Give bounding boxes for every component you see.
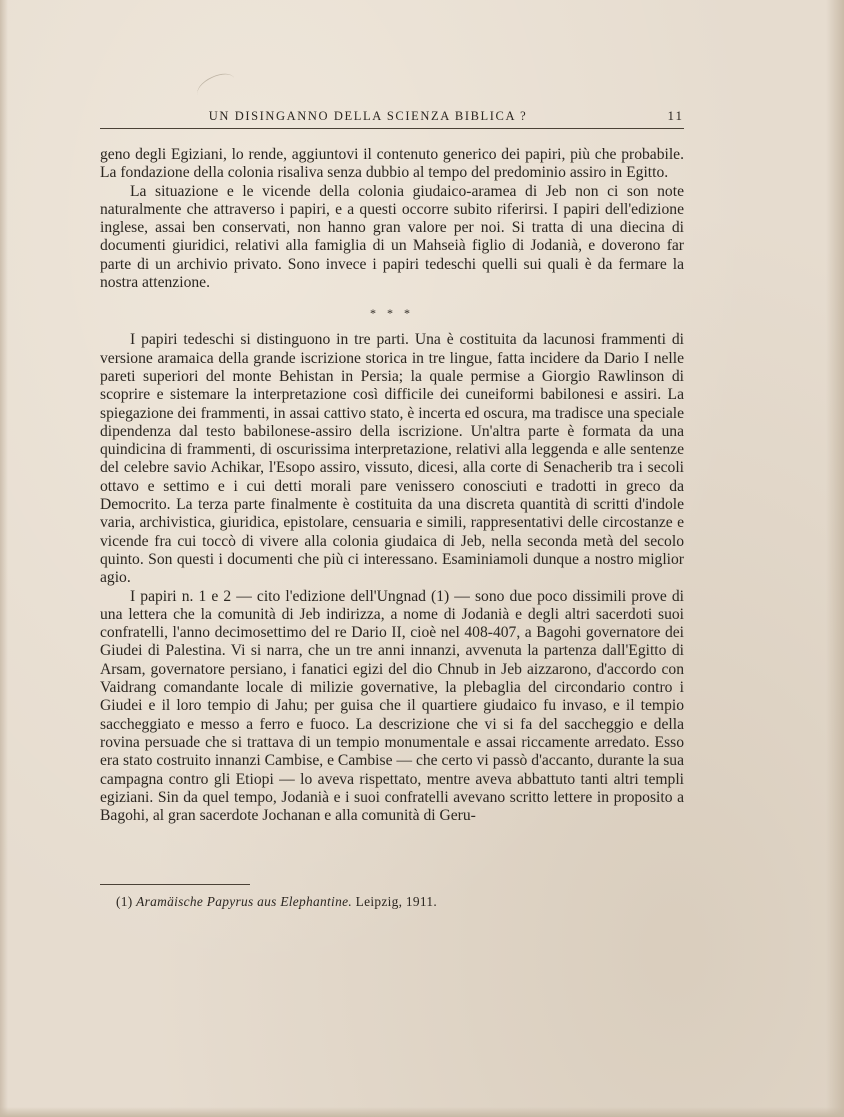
footnote xyxy=(116,893,676,911)
page-edge-left xyxy=(0,0,8,1117)
section-separator: * * * xyxy=(370,306,414,321)
running-title: UN DISINGANNO DELLA SCIENZA BIBLICA ? xyxy=(208,109,528,123)
body-text xyxy=(100,146,684,825)
paragraph-2: La situazione e le vicende della colonia giudaico-aramea di Jeb non ci son note naturalmente che attraverso i papiri, e a questi occorre subito riferirsi. I papiri dell'edizione inglese, assai ben conservati, non hanno gran valore per noi. Si tratta di una diecina di documenti giuridici, relativi alla famiglia di un Mahseià figlio di Jodanià, e doverono far parte di un archivio privato. Sono invece i papiri tedeschi quelli sui quali è da fermare la nostra attenzione. xyxy=(100,182,684,292)
footnote-rule xyxy=(100,884,250,885)
paper-mark xyxy=(193,69,238,105)
paragraph-3: I papiri tedeschi si distinguono in tre parti. Una è costituita da lacunosi frammenti di versione aramaica della grande iscrizione storica in tre lingue, fatta incidere da Dario I nelle pareti superiori del monte Behistan in Persia; la quale permise a Giorgio Rawlinson di scoprire e sistemare la interpretazione così difficile dei cuneiformi babilonesi e assiri. La spiegazione dei frammenti, in assai cattivo stato, è incerta ed oscura, ma tradisce una speciale dipendenza dal testo babilonese-assiro della iscrizione. Un'altra parte è formata da una quindicina di frammenti, di oscurissima interpretazione, relativi alla leggenda e alle sentenze del celebre savio Achikar, l'Esopo assiro, vissuto, dicesi, alla corte di Senacherib tra i secoli ottavo e settimo e i cui detti morali pare venissero conosciuti e tradotti in greco da Democrito. La terza parte finalmente è costituita da una discreta quantità di scritti d'indole varia, archivistica, giuridica, epistolare, censuaria e simili, rappresentativi delle circostanze e vicende fra cui toccò di vivere alla colonia giudaica di Jeb, nella seconda metà del secolo quinto. Son questi i documenti che più ci interessano. Esaminiamoli dunque a nostro miglior agio. xyxy=(100,331,684,587)
paragraph-4: I papiri n. 1 e 2 — cito l'edizione dell'Ungnad (1) — sono due poco dissimili prove di una lettera che la comunità di Jeb indirizza, a nome di Jodanià e degli altri sacerdoti suoi confratelli, l'anno decimosettimo del re Dario II, cioè nel 408-407, a Bagohi governatore dei Giudei di Palestina. Vi si narra, che un tre anni innanzi, avvenuta la partenza dall'Egitto di Arsam, governatore persiano, i fanatici egizi del dio Chnub in Jeb aizzarono, d'accordo con Vaidrang comandante locale di milizie governative, la plebaglia del circondario contro i Giudei e il loro tempio di Jahu; per guisa che il quartiere giudaico fu invaso, e il tempio saccheggiato e messo a ferro e fuoco. La descrizione che vi si fa del saccheggio e della rovina persuade che si trattava di un tempio monumentale e assai riccamente arredato. Esso era stato costruito innanzi Cambise, e Cambise — che certo vi passò d'accanto, durante la sua campagna contro gli Etiopi — lo aveva rispettato, mentre aveva abbattuto tanti altri templi egiziani. Sin da quel tempo, Jodanià e i suoi confratelli avevano scritto lettere in proposito a Bagohi, al gran sacerdote Jochanan e alla comunità di Geru- xyxy=(100,587,684,825)
page-edge-right xyxy=(826,0,844,1117)
footnote-citation: Leipzig, 1911. xyxy=(355,894,438,909)
page-edge-bottom xyxy=(0,1107,844,1117)
paragraph-1: geno degli Egiziani, lo rende, aggiuntovi il contenuto generico dei papiri, più che probabile. La fondazione della colonia risaliva senza dubbio al tempo del predominio assiro in Egitto. xyxy=(100,146,684,182)
footnote-marker: (1) xyxy=(116,894,133,909)
page-header xyxy=(100,106,684,130)
page-number: 11 xyxy=(667,108,684,123)
header-rule xyxy=(100,128,684,129)
footnote-title: Aramäische Papyrus aus Elephantine. xyxy=(136,894,352,909)
